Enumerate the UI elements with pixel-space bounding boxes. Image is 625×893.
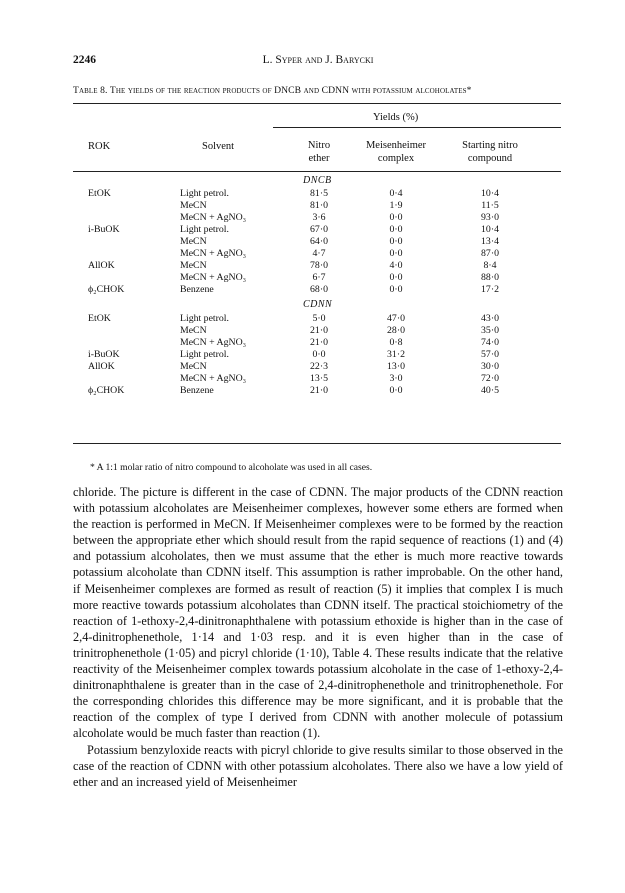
cell-nitro-ether: 22·3 bbox=[310, 361, 328, 372]
cell-meisenheimer: 0·0 bbox=[389, 284, 403, 295]
cell-meisenheimer: 4·0 bbox=[389, 260, 403, 271]
cell-starting: 74·0 bbox=[481, 337, 499, 348]
cell-rok: i-BuOK bbox=[88, 224, 120, 235]
col-header-solvent: Solvent bbox=[202, 141, 235, 152]
cell-starting: 13·4 bbox=[481, 236, 499, 247]
cell-meisenheimer: 0·4 bbox=[389, 188, 403, 199]
table-header-rule bbox=[73, 171, 561, 172]
section-title: DNCB bbox=[303, 175, 332, 186]
col-header-rok: ROK bbox=[88, 141, 111, 152]
cell-solvent: Benzene bbox=[180, 385, 214, 396]
cell-nitro-ether: 4·7 bbox=[312, 248, 326, 259]
cell-starting: 40·5 bbox=[481, 385, 499, 396]
col-header-nitro-ether: Nitro ether bbox=[307, 140, 331, 164]
cell-solvent: MeCN bbox=[180, 325, 207, 336]
cell-solvent: MeCN bbox=[180, 361, 207, 372]
paragraph: chloride. The picture is different in the case of CDNN. The major products of the CDNN reaction with potassium alcoholates are Meisenheimer complexes, however some ethers are formed when the reaction is performed in MeCN. If Meisenheimer complexes were to be formed by the reaction between the appropriate ether which should result from the rapid sequence of reactions (1) and (4) and potassium alcoholates, then we must assume that the ether is much more reactive towards potassium alcoholate than CDNN itself. This assumption is rather improbable. On the other hand, if Meisenheimer complexes are formed as result of reaction (5) it implies that complex I is much more reactive towards potassium alcoholates than CDNN itself. The practical stoichiometry of the reaction of 1-ethoxy-2,4-dinitronaphthalene with potassium ethoxide is higher than in the case of 2,4-dinitrophenethole, 1·14 and 1·03 resp. and it is even higher than in the case of trinitrophenethole (1·05) and picryl chloride (1·10), Table 4. These results indicate that the relative reactivity of the Meisenheimer complex towards potassium alcoholate in the case of 1-ethoxy-2,4-dinitronaphthalene is greater than in the case of 2,4-dinitrophenethole and trinitrophenethole. For the corresponding chlorides this difference may be more significant, and it is probable that the reaction of the complex of type I derived from CDNN with another molecule of potassium alcoholate would be much faster than reaction (1). bbox=[73, 485, 563, 741]
col-header-meisenheimer: Meisenheimer complex bbox=[365, 140, 427, 164]
cell-nitro-ether: 21·0 bbox=[310, 337, 328, 348]
cell-nitro-ether: 81·0 bbox=[310, 200, 328, 211]
cell-meisenheimer: 1·9 bbox=[389, 200, 403, 211]
cell-nitro-ether: 67·0 bbox=[310, 224, 328, 235]
cell-nitro-ether: 0·0 bbox=[312, 349, 326, 360]
cell-starting: 72·0 bbox=[481, 373, 499, 384]
cell-solvent: MeCN bbox=[180, 236, 207, 247]
cell-solvent: MeCN + AgNO₃ bbox=[180, 212, 247, 223]
cell-rok: ϕ₂CHOK bbox=[88, 385, 125, 396]
cell-nitro-ether: 78·0 bbox=[310, 260, 328, 271]
table-bottom-rule bbox=[73, 443, 561, 444]
cell-nitro-ether: 21·0 bbox=[310, 385, 328, 396]
cell-meisenheimer: 13·0 bbox=[387, 361, 405, 372]
cell-starting: 17·2 bbox=[481, 284, 499, 295]
cell-solvent: Light petrol. bbox=[180, 313, 229, 324]
table-footnote: * A 1:1 molar ratio of nitro compound to alcoholate was used in all cases. bbox=[90, 462, 373, 473]
cell-starting: 57·0 bbox=[481, 349, 499, 360]
cell-solvent: MeCN + AgNO₃ bbox=[180, 248, 247, 259]
cell-nitro-ether: 21·0 bbox=[310, 325, 328, 336]
table-top-rule bbox=[73, 103, 561, 104]
cell-meisenheimer: 47·0 bbox=[387, 313, 405, 324]
col-header-yields: Yields (%) bbox=[373, 112, 419, 123]
cell-starting: 35·0 bbox=[481, 325, 499, 336]
cell-meisenheimer: 0·0 bbox=[389, 248, 403, 259]
cell-nitro-ether: 68·0 bbox=[310, 284, 328, 295]
cell-solvent: MeCN + AgNO₃ bbox=[180, 337, 247, 348]
cell-meisenheimer: 0·0 bbox=[389, 385, 403, 396]
table-caption: Table 8. The yields of the reaction products of DNCB and CDNN with potassium alcoholates* bbox=[73, 85, 472, 96]
cell-meisenheimer: 0·0 bbox=[389, 212, 403, 223]
cell-solvent: MeCN bbox=[180, 200, 207, 211]
cell-nitro-ether: 64·0 bbox=[310, 236, 328, 247]
cell-solvent: MeCN bbox=[180, 260, 207, 271]
paragraph: Potassium benzyloxide reacts with picryl chloride to give results similar to those observed in the case of the reaction of CDNN with other potassium alcoholates. There also we have a low yield of ether and an increased yield of Meisenheimer bbox=[73, 742, 563, 789]
cell-nitro-ether: 13·5 bbox=[310, 373, 328, 384]
cell-meisenheimer: 28·0 bbox=[387, 325, 405, 336]
cell-rok: AllOK bbox=[88, 260, 115, 271]
cell-starting: 43·0 bbox=[481, 313, 499, 324]
cell-meisenheimer: 0·0 bbox=[389, 224, 403, 235]
cell-meisenheimer: 3·0 bbox=[389, 373, 403, 384]
page-header bbox=[73, 54, 563, 70]
cell-starting: 8·4 bbox=[483, 260, 497, 271]
cell-nitro-ether: 5·0 bbox=[312, 313, 326, 324]
cell-rok: i-BuOK bbox=[88, 349, 120, 360]
cell-starting: 93·0 bbox=[481, 212, 499, 223]
cell-starting: 10·4 bbox=[481, 224, 499, 235]
cell-solvent: MeCN + AgNO₃ bbox=[180, 272, 247, 283]
cell-solvent: Light petrol. bbox=[180, 224, 229, 235]
cell-meisenheimer: 0·8 bbox=[389, 337, 403, 348]
yields-sub-rule bbox=[273, 127, 561, 128]
cell-nitro-ether: 6·7 bbox=[312, 272, 326, 283]
cell-solvent: Light petrol. bbox=[180, 188, 229, 199]
page-number: 2246 bbox=[73, 54, 96, 66]
running-head: L. Syper and J. Barycki bbox=[262, 54, 374, 66]
cell-rok: AllOK bbox=[88, 361, 115, 372]
col-header-starting: Starting nitro compound bbox=[462, 140, 518, 164]
cell-nitro-ether: 81·5 bbox=[310, 188, 328, 199]
cell-solvent: Benzene bbox=[180, 284, 214, 295]
cell-starting: 10·4 bbox=[481, 188, 499, 199]
cell-starting: 11·5 bbox=[481, 200, 499, 211]
cell-starting: 88·0 bbox=[481, 272, 499, 283]
cell-rok: ϕ₂CHOK bbox=[88, 284, 125, 295]
cell-meisenheimer: 0·0 bbox=[389, 236, 403, 247]
cell-solvent: Light petrol. bbox=[180, 349, 229, 360]
cell-starting: 87·0 bbox=[481, 248, 499, 259]
section-title: CDNN bbox=[303, 299, 333, 310]
cell-nitro-ether: 3·6 bbox=[312, 212, 326, 223]
cell-starting: 30·0 bbox=[481, 361, 499, 372]
cell-meisenheimer: 31·2 bbox=[387, 349, 405, 360]
body-text bbox=[73, 484, 563, 790]
cell-meisenheimer: 0·0 bbox=[389, 272, 403, 283]
cell-solvent: MeCN + AgNO₃ bbox=[180, 373, 247, 384]
cell-rok: EtOK bbox=[88, 188, 111, 199]
cell-rok: EtOK bbox=[88, 313, 111, 324]
